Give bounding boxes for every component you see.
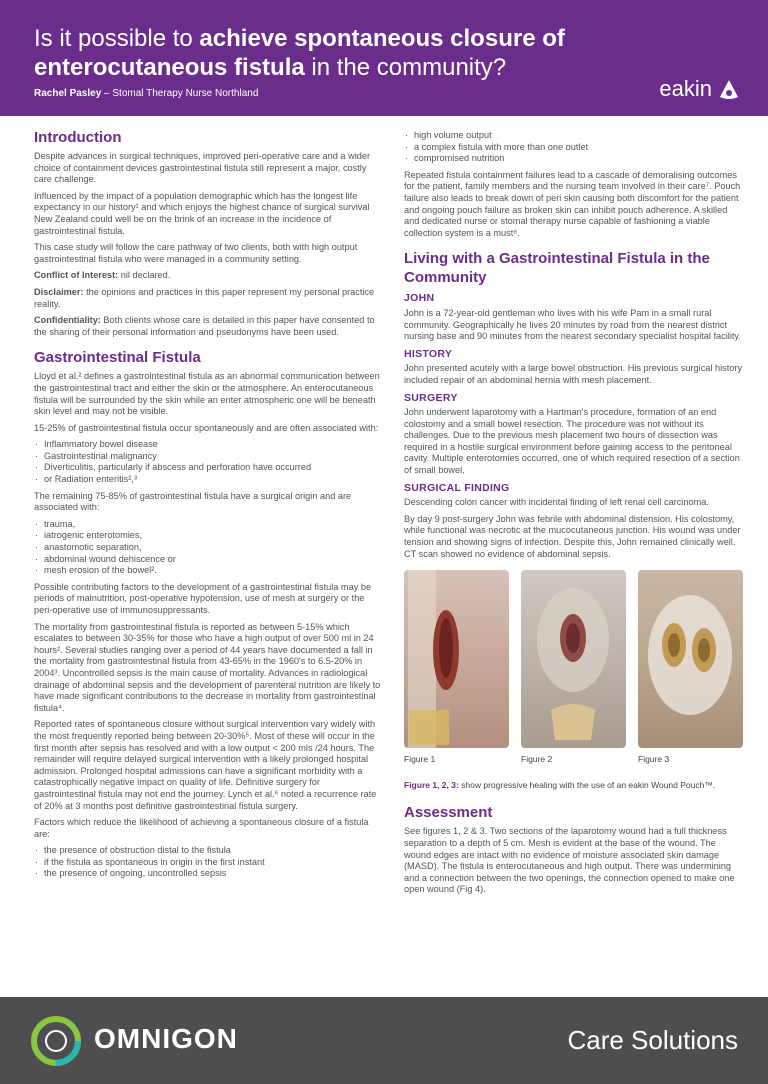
footer-banner [0,997,768,1084]
gi-paragraph-4: Possible contributing factors to the development of a gastrointestinal fistula may be periods of malnutrition, post-operative hypotension, use of mesh at surgery or the peri-operative use of immunosuppressants. [34,581,372,615]
wound-2-icon [521,570,626,748]
list-item: · the presence of obstruction distal to the fistula [34,845,384,857]
wound-1-icon [404,570,509,748]
author-line [34,88,258,99]
wound-photo-3 [638,570,743,748]
coi-label: Conflict of Interest: [34,270,119,281]
gi-fistula-heading: Gastrointestinal Fistula [34,349,201,367]
gi-paragraph-3: The remaining 75-85% of gastrointestinal fistula have a surgical origin and are associated with: [34,490,352,513]
list-item: · iatrogenic enterotomies, [34,530,384,542]
confidentiality [34,315,384,338]
list-item: · trauma, [34,519,384,531]
title-suffix: in the community? [304,54,507,81]
list-item: · anastomotic separation, [34,542,384,554]
history-paragraph: John presented acutely with a large bowel obstruction. His previous surgical history included repair of an abdominal hernia with mesh placement. [404,363,743,385]
omnigon-logo-icon [30,1015,82,1067]
list-item: · Inflammatory bowel disease [34,439,384,451]
finding-paragraph-1: Descending colon cancer with incidental finding of left renal cell carcinoma. [404,497,709,508]
figures-note-label: Figure 1, 2, 3: [404,779,459,790]
disclaimer [34,287,384,310]
figure-3-caption: Figure 3 [638,754,670,765]
assessment-paragraph: See figures 1, 2 & 3. Two sections of the laparotomy wound had a full thickness separation to a depth of 5 cm. Mesh is evident at the base of the wound. The wound edges are intact with no evidence of moisture associated skin damage (MASD). The fistula is enterocutaneous and high output. There was undermining and a connection between the two openings, the connection opened to make one open wound (Fig 4). [404,826,735,895]
list-item: · the presence of ongoing, uncontrolled sepsis [34,868,384,880]
figure-2-caption: Figure 2 [521,754,553,765]
figure-1-caption: Figure 1 [404,754,436,765]
eakin-logo [659,76,740,102]
header-banner [0,0,768,116]
spontaneous-causes-list [34,439,384,485]
gi-paragraph-2: 15-25% of gastrointestinal fistula occur spontaneously and are often associated with: [34,422,379,433]
history-heading: HISTORY [404,347,453,360]
confidentiality-label: Confidentiality: [34,315,101,326]
disclaimer-label: Disclaimer: [34,286,84,297]
left-column [34,128,384,885]
gi-paragraph-7: Factors which reduce the likelihood of achieving a spontaneous closure of a fistula are: [34,817,369,839]
living-heading: Living with a Gastrointestinal Fistula in the Community [404,250,710,287]
figures-row [404,570,744,766]
figure-2 [521,570,626,766]
list-item: · if the fistula as spontaneous in origin in the first instant [34,857,384,869]
list-item: · or Radiation enteritis²,³ [34,474,384,486]
intro-paragraph-3: This case study will follow the care pathway of two clients, both with high output gastrointestinal fistula who were managed in a community setting. [34,242,358,264]
right-column [404,130,744,901]
surgical-causes-list [34,519,384,577]
intro-paragraph-1: Despite advances in surgical techniques, improved peri-operative care and a wider choice of containment devices gastrointestinal fistula still represent a major, costly care challenge. [34,151,371,185]
figure-1 [404,570,509,766]
figures-note-text: show progressive healing with the use of an eakin Wound Pouch™. [458,779,716,790]
list-item: · high volume output [404,130,744,142]
wound-photo-2 [521,570,626,748]
title-prefix: Is it possible to [34,25,200,52]
conflict-of-interest [34,270,384,282]
omnigon-wordmark: OMNIGON [94,1023,238,1054]
containment-paragraph: Repeated fistula containment failures lead to a cascade of demoralising outcomes for the patient, family members and the nursing team involved in their care⁷. Pouch failure also leads to break down of peri skin causing both discomfort for the patient and ongoing pouch failure as broken skin can inhibit pouch adherence. A skilled and dedicated nurse or stomal therapy nurse capable of fashioning a viable collection system is a must⁸. [404,169,741,238]
author-role: – Stomal Therapy Nurse Northland [101,88,259,99]
wound-photo-1 [404,570,509,748]
page-title [34,24,634,82]
introduction-heading: Introduction [34,129,122,146]
gi-paragraph-1: Lloyd et al.² defines a gastrointestinal fistula as an abnormal communication between the gastrointestinal tract and either the skin or the atmosphere. An enterocutaneous fistula will be surrounded by the skin while an enter atmospheric one will be beneath skin level and may not be visible. [34,371,380,417]
eakin-logo-text: eakin [659,76,712,101]
list-item: · compromised nutrition [404,153,744,165]
figure-3 [638,570,743,766]
surgery-paragraph: John underwent laparotomy with a Hartman's procedure, formation of an end colostomy and a small bowel resection. The procedure was not without its challenges. Due to the previous mesh placement two hours of dissection was required in a hostile surgical environment before gaining access to the peritoneal cavity. Multiple enterotomies occurred, one of which required resection of a section of small bowel. [404,407,740,476]
gi-paragraph-6: Reported rates of spontaneous closure without surgical intervention vary widely with the most frequently reported being between 20-30%⁵. Most of these will occur in the first month after sepsis has resolved and with a low output < 200 mls /24 hours. The remainder will require delayed surgical intervention with a likely prolonged hospital admission. Prolonged hospital admissions can have a significant morbidity with a catastrophically negative impact on quality of life. Definitive surgery for gastrointestinal fistula may not end the journey. Lynch et al.⁶ noted a recurrence rate of 20% at 3 months post definitive gastrointestinal fistula surgery. [34,719,377,811]
confidentiality-text: Both clients whose care is detailed in this paper have consented to the sharing of their personal information and pseudonyms have been used. [34,315,375,337]
care-solutions-text: Care Solutions [567,1025,738,1055]
title-bold: achieve spontaneous closure of enterocutaneous fistula [34,25,565,81]
coi-text: nil declared. [118,270,171,281]
list-item: · Gastrointestinal malignancy [34,451,384,463]
finding-paragraph-2: By day 9 post-surgery John was febrile with abdominal distension. His colostomy, while functional was necrotic at the mucocutaneous junction. His wound was under tension and showing signs of infection. Despite this, John remained clinically well. CT scan showed no evidence of abdominal sepsis. [404,513,741,559]
list-item: · Diverticulitis, particularly if abscess and perforation have occurred [34,462,384,474]
surgery-heading: SURGERY [404,391,458,404]
disclaimer-text: the opinions and practices in this paper represent my personal practice reality. [34,286,375,309]
closure-factors-list [34,845,384,880]
list-item: · mesh erosion of the bowel². [34,565,384,577]
closure-factors-list-continued [404,130,744,165]
figures-note [404,780,744,792]
john-paragraph: John is a 72-year-old gentleman who lives with his wife Pam in a small rural community. Geographically he lives 20 minutes by road from the nearest district nursing base and 90 minutes from the nearest secondary specialist hospital facility. [404,307,741,342]
john-heading: JOHN [404,292,435,305]
gi-paragraph-5: The mortality from gastrointestinal fistula is reported as between 5-15% which escalates to between 30-35% for those who have a high output of over 500 ml in 24 hours². Several studies ranging over a period of 44 years have documented a fall in the mortality from gastrointestinal fistula from 43-65% in the 1960's to 6.5-20% in 2004³. Uncontrolled sepsis is the main cause of mortality. Advances in radiological drainage of abdominal sepsis and the development of parenteral nutrition are likely to have made significant contributions to the decrease in mortality from gastrointestinal fistula⁴. [34,621,381,713]
list-item: · a complex fistula with more than one outlet [404,142,744,154]
assessment-heading: Assessment [404,804,493,822]
wound-3-icon [638,570,743,748]
author-name: Rachel Pasley [34,88,102,99]
intro-paragraph-2: Influenced by the impact of a population demographic which has the longest life expectancy in our history¹ and which enjoys the highest chance of surgical survival New Zealand could well be on the brink of an increase in the incidence of gastrointestinal fistula. [34,190,370,236]
list-item: · abdominal wound dehiscence or [34,554,384,566]
surgical-finding-heading: SURGICAL FINDING [404,481,510,494]
eakin-mark-icon [718,78,740,100]
